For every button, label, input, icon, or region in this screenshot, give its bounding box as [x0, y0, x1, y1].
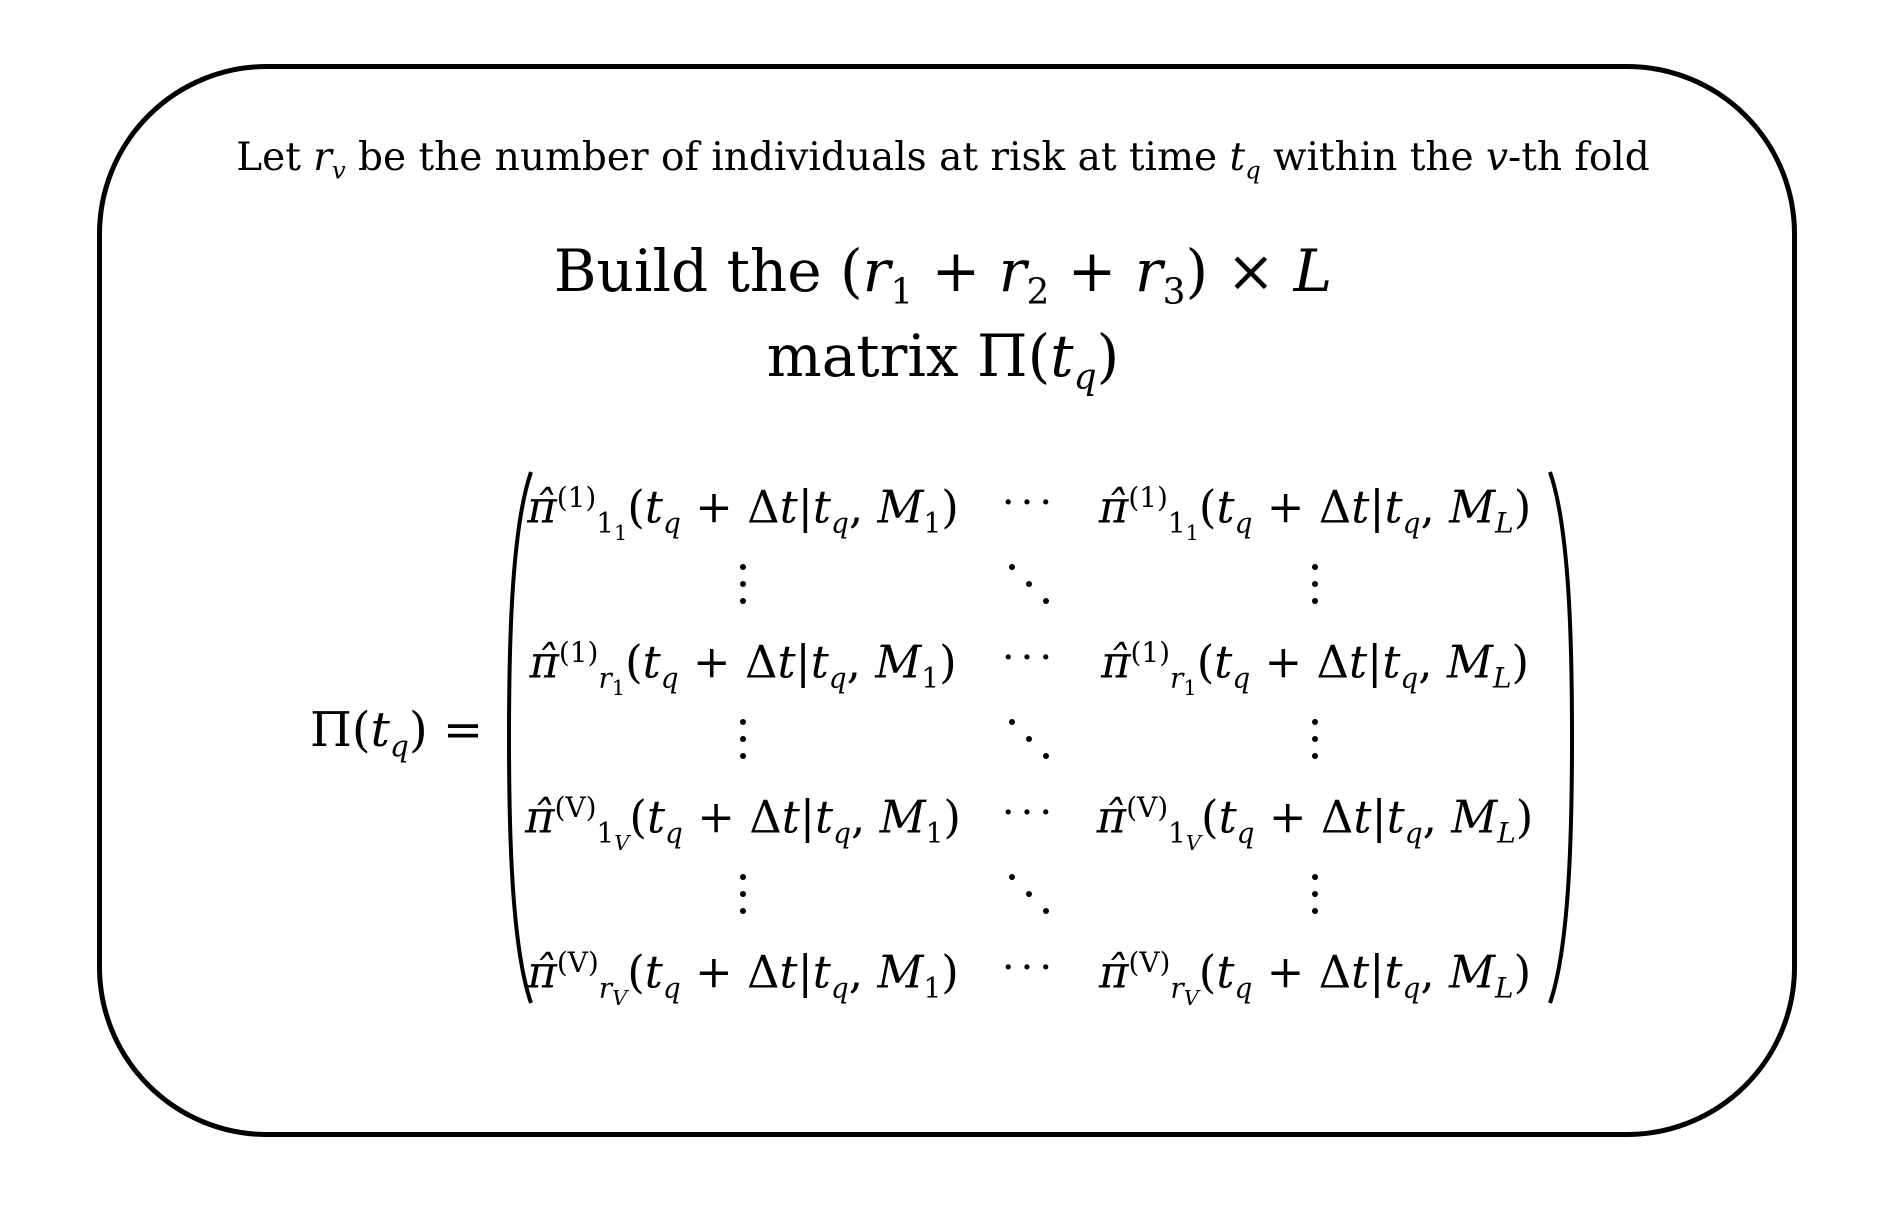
delta-symbol: Δ — [1316, 635, 1350, 689]
comma: , — [846, 635, 876, 689]
subscript: 2 — [1026, 271, 1050, 313]
t-symbol: t — [1382, 635, 1401, 689]
delta-symbol: Δ — [1318, 480, 1352, 534]
close-paren: ) — [1513, 480, 1532, 534]
caption-t-symbol: t — [1229, 135, 1246, 180]
t-symbol: t — [1218, 790, 1237, 844]
model-subscript: 1 — [923, 971, 942, 1005]
diagonal-ellipsis — [1009, 564, 1051, 608]
t-symbol: t — [644, 480, 663, 534]
plus-sign: + — [913, 237, 999, 305]
horizontal-ellipsis: ··· — [1001, 480, 1059, 526]
subscript: q — [831, 506, 849, 540]
close-paren: ) — [941, 480, 959, 534]
subscript-index: V — [1183, 985, 1199, 1010]
open-paren: ( — [840, 237, 863, 305]
plus-sign: + — [1252, 480, 1319, 534]
subscript-index: V — [612, 985, 628, 1010]
matrix-right-paren — [1546, 470, 1576, 1005]
t-symbol: t — [642, 635, 661, 689]
subscript-main: r — [1170, 971, 1184, 1005]
matrix-entry — [1100, 635, 1530, 700]
bar-symbol: | — [1369, 945, 1385, 999]
subscript: q — [389, 729, 409, 765]
diagonal-ellipsis — [1009, 874, 1051, 918]
subscript: q — [662, 506, 681, 540]
open-paren: ( — [1201, 790, 1219, 844]
subscript: 1 — [890, 271, 914, 313]
subscript: 3 — [1162, 271, 1186, 313]
horizontal-ellipsis: ··· — [1001, 635, 1059, 681]
vertical-ellipsis — [740, 719, 746, 759]
fold-superscript: (V) — [1128, 946, 1171, 980]
t-symbol: t — [1050, 322, 1074, 390]
t-symbol: t — [1353, 790, 1372, 844]
t-symbol: t — [777, 635, 796, 689]
comma: , — [1422, 790, 1452, 844]
t-symbol: t — [1384, 480, 1403, 534]
comma: , — [850, 790, 880, 844]
individual-subscript — [596, 506, 628, 545]
subscript-index: 1 — [1185, 520, 1199, 545]
delta-symbol: Δ — [749, 790, 782, 844]
diagonal-ellipsis — [1009, 719, 1051, 763]
subscript: q — [660, 661, 679, 695]
caption-line — [0, 135, 1886, 185]
t-symbol: t — [644, 945, 663, 999]
delta-symbol: Δ — [1320, 790, 1354, 844]
fold-superscript: (1) — [1128, 481, 1168, 515]
subscript-index: 1 — [611, 675, 626, 700]
Pi-symbol: Π — [310, 702, 352, 758]
t-symbol: t — [812, 945, 831, 999]
model-symbol: M — [877, 480, 924, 534]
plus-sign: + — [1049, 237, 1135, 305]
model-symbol: M — [879, 790, 926, 844]
vertical-ellipsis — [740, 564, 746, 604]
model-symbol: M — [877, 945, 924, 999]
r-symbol: r — [998, 237, 1027, 305]
matrix-entry — [525, 790, 961, 855]
L-symbol: L — [1293, 237, 1333, 305]
model-subscript: 1 — [921, 661, 940, 695]
plus-sign: + — [680, 945, 748, 999]
t-symbol: t — [646, 790, 666, 844]
close-paren: ) — [1515, 790, 1534, 844]
plus-sign: + — [1252, 945, 1319, 999]
subscript: q — [830, 971, 849, 1005]
bar-symbol: | — [797, 945, 813, 999]
close-paren: ) — [1185, 237, 1209, 305]
subscript-main: r — [598, 661, 612, 695]
close-paren: ) — [941, 945, 959, 999]
subscript-main: 1 — [1168, 816, 1186, 850]
model-subscript: 1 — [923, 506, 942, 540]
bar-symbol: | — [799, 790, 815, 844]
subscript-main: 1 — [596, 506, 614, 540]
model-subscript: L — [1495, 506, 1514, 540]
t-symbol: t — [810, 635, 829, 689]
pi-hat-symbol: π̂ — [1100, 635, 1131, 689]
t-symbol: t — [1351, 945, 1370, 999]
t-symbol: t — [1386, 790, 1405, 844]
heading-text: matrix — [766, 322, 978, 390]
open-paren: ( — [351, 702, 371, 758]
subscript-main: r — [1170, 661, 1184, 695]
subscript-index: V — [614, 830, 630, 855]
individual-subscript — [1170, 971, 1199, 1010]
t-symbol: t — [1384, 945, 1403, 999]
pi-hat-symbol: π̂ — [529, 635, 559, 689]
subscript: q — [1232, 661, 1251, 695]
caption-text: within the — [1260, 135, 1486, 180]
t-symbol: t — [779, 945, 798, 999]
comma: , — [848, 945, 878, 999]
t-symbol: t — [1216, 480, 1235, 534]
open-paren: ( — [1027, 322, 1051, 390]
model-subscript: L — [1492, 661, 1512, 695]
model-symbol: M — [1451, 790, 1498, 844]
equation-lhs — [310, 702, 484, 765]
bar-symbol: | — [795, 635, 811, 689]
subscript: q — [1404, 816, 1423, 850]
caption-text: -th fold — [1508, 135, 1650, 180]
open-paren: ( — [1198, 945, 1217, 999]
fold-superscript: (1) — [1130, 636, 1171, 670]
matrix-left-paren — [505, 470, 535, 1005]
r-symbol: r — [1134, 237, 1163, 305]
bar-symbol: | — [1371, 790, 1387, 844]
subscript: q — [1234, 971, 1253, 1005]
plus-sign: + — [682, 790, 750, 844]
subscript: q — [665, 816, 683, 850]
open-paren: ( — [1198, 480, 1217, 534]
pi-hat-symbol: π̂ — [525, 790, 555, 844]
comma: , — [1420, 480, 1450, 534]
vertical-ellipsis — [1312, 564, 1318, 604]
individual-subscript — [598, 971, 628, 1010]
pi-hat-symbol: π̂ — [527, 945, 557, 999]
subscript-index: 1 — [613, 520, 628, 545]
individual-subscript — [598, 661, 626, 700]
fold-superscript: (V) — [1126, 791, 1169, 825]
fold-superscript: (V) — [556, 946, 599, 980]
t-symbol: t — [1351, 480, 1370, 534]
close-paren: ) — [1511, 635, 1530, 689]
fold-superscript: (1) — [558, 636, 599, 670]
vertical-ellipsis — [1312, 719, 1318, 759]
heading-line-2 — [0, 322, 1886, 398]
subscript-main: r — [598, 971, 613, 1005]
matrix-entry — [527, 945, 959, 1010]
close-paren: ) — [408, 702, 428, 758]
heading-text: Build the — [553, 237, 840, 305]
horizontal-ellipsis: ··· — [1001, 945, 1059, 991]
horizontal-ellipsis: ··· — [1001, 790, 1059, 836]
equals-sign: = — [427, 702, 484, 758]
individual-subscript — [1170, 661, 1197, 700]
bar-symbol: | — [1369, 480, 1385, 534]
t-symbol: t — [815, 790, 834, 844]
comma: , — [1420, 945, 1449, 999]
caption-r-subscript: v — [331, 156, 346, 185]
open-paren: ( — [625, 635, 643, 689]
individual-subscript — [596, 816, 630, 855]
delta-symbol: Δ — [1318, 945, 1352, 999]
open-paren: ( — [629, 790, 647, 844]
model-symbol: M — [1446, 635, 1493, 689]
t-symbol: t — [370, 702, 390, 758]
matrix-entry — [1098, 480, 1532, 545]
individual-subscript — [1168, 816, 1201, 855]
comma: , — [1418, 635, 1447, 689]
subscript: q — [1234, 506, 1253, 540]
vertical-ellipsis — [740, 874, 746, 914]
plus-sign: + — [1250, 635, 1317, 689]
pi-hat-symbol: π̂ — [1098, 480, 1129, 534]
caption-t-subscript: q — [1245, 156, 1261, 185]
pi-hat-symbol: π̂ — [1096, 790, 1127, 844]
subscript-main: 1 — [1167, 506, 1186, 540]
matrix-entry — [529, 635, 957, 700]
delta-symbol: Δ — [747, 945, 780, 999]
subscript: q — [1402, 971, 1421, 1005]
subscript: q — [1400, 661, 1419, 695]
vertical-ellipsis — [1312, 874, 1318, 914]
fold-superscript: (V) — [554, 791, 597, 825]
subscript: q — [1236, 816, 1255, 850]
t-symbol: t — [1349, 635, 1368, 689]
subscript-main: 1 — [596, 816, 615, 850]
model-subscript: 1 — [925, 816, 944, 850]
t-symbol: t — [781, 790, 800, 844]
subscript: q — [1402, 506, 1421, 540]
r-symbol: r — [862, 237, 891, 305]
pi-hat-symbol: π̂ — [527, 480, 557, 534]
subscript-index: V — [1185, 830, 1201, 855]
subscript-index: 1 — [1183, 675, 1197, 700]
t-symbol: t — [1214, 635, 1233, 689]
open-paren: ( — [627, 945, 645, 999]
open-paren: ( — [1196, 635, 1215, 689]
model-subscript: L — [1497, 816, 1516, 850]
bar-symbol: | — [1367, 635, 1383, 689]
model-symbol: M — [1449, 480, 1496, 534]
close-paren: ) — [939, 635, 957, 689]
delta-symbol: Δ — [744, 635, 778, 689]
subscript: q — [662, 971, 681, 1005]
bar-symbol: | — [797, 480, 813, 534]
comma: , — [848, 480, 878, 534]
Pi-symbol: Π — [977, 322, 1028, 390]
t-symbol: t — [779, 480, 798, 534]
pi-hat-symbol: π̂ — [1098, 945, 1129, 999]
plus-sign: + — [1254, 790, 1321, 844]
open-paren: ( — [627, 480, 645, 534]
times-sign: × — [1208, 237, 1294, 305]
matrix-entry — [1096, 790, 1534, 855]
plus-sign: + — [678, 635, 745, 689]
t-symbol: t — [1216, 945, 1235, 999]
fold-superscript: (1) — [556, 481, 597, 515]
caption-text: Let — [236, 135, 314, 180]
model-subscript: L — [1495, 971, 1514, 1005]
subscript: q — [1073, 356, 1097, 398]
delta-symbol: Δ — [747, 480, 780, 534]
plus-sign: + — [680, 480, 748, 534]
t-symbol: t — [812, 480, 831, 534]
heading-line-1 — [0, 237, 1886, 313]
model-symbol: M — [1448, 945, 1496, 999]
subscript: q — [828, 661, 847, 695]
subscript: q — [833, 816, 851, 850]
close-paren: ) — [943, 790, 961, 844]
caption-v-symbol: v — [1485, 135, 1509, 180]
matrix-entry — [527, 480, 959, 545]
close-paren: ) — [1096, 322, 1120, 390]
close-paren: ) — [1513, 945, 1532, 999]
individual-subscript — [1167, 506, 1199, 545]
model-symbol: M — [875, 635, 922, 689]
caption-text: be the number of individuals at risk at time — [345, 135, 1230, 180]
matrix-entry — [1098, 945, 1532, 1010]
caption-r-symbol: r — [313, 135, 332, 180]
